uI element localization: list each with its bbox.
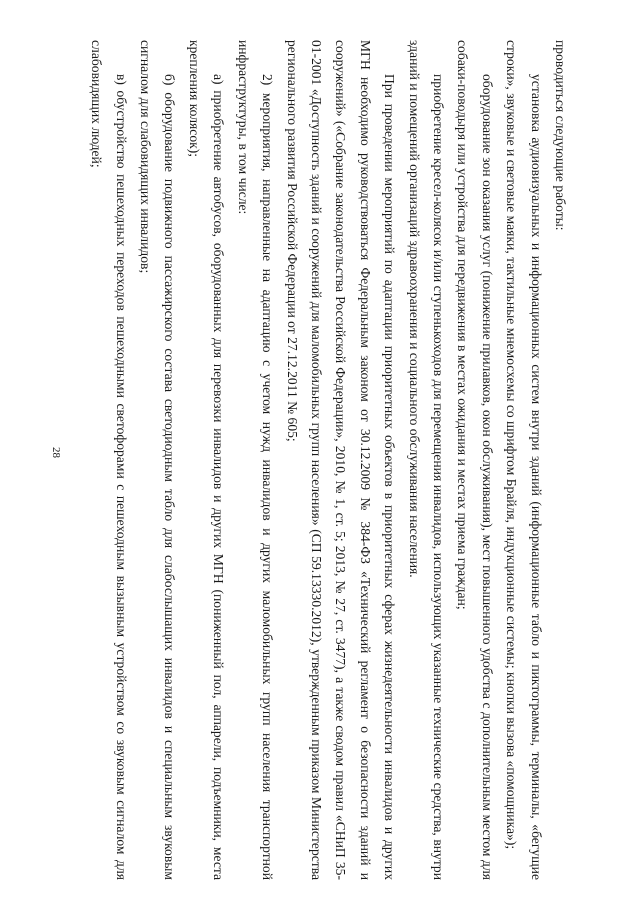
paragraph: При проведении мероприятий по адаптации приоритетных объектов в приоритетных сферах жизнедеятельности инвалидов и других МГН необходимо руководствоваться Федеральным законом от 30.12.2009 № 384-ФЗ «Технический регламент о безопасности зданий и сооружений» («Собрание законодательства Российской Федерации», 2010, № 1, ст. 5; 2013, № 27, ст. 3477), а также сводом правил «СНиП 35-01-2001 «Доступность зданий и сооружений для маломобильных групп населения» (СП 59.13330.2012), утвержденным приказом Министерства регионального развития Российской Федерации от 27.12.2011 № 605; <box>284 40 398 880</box>
paragraph: проводиться следующие работы: <box>553 40 568 231</box>
paragraph: в) обустройство пешеходных переходов пешеходными светофорами с пешеходным вызывным устройством со звуковым сигналом для слабовидящих людей; <box>89 40 129 880</box>
paragraph: 2) мероприятия, направленные на адаптацию с учетом нужд инвалидов и других маломобильных групп населения транспортной инфраструктуры, в том числе: <box>235 40 276 880</box>
document-body <box>82 40 572 880</box>
paragraph <box>82 40 84 880</box>
paragraph: а) приобретение автобусов, оборудованных для перевозки инвалидов и других МГН (пониженный пол, аппарели, подъемники, места крепления колясок); <box>186 40 227 880</box>
paragraph: б) оборудование подвижного пассажирского состава светодиодным табло для слабослышащих инвалидов и специальным звуковым сигналом для слабовидящих инвалидов; <box>138 40 178 880</box>
page-number: 28 <box>50 447 62 458</box>
paragraph: установка аудиовизуальных и информационных систем внутри зданий (информационные табло и пиктограммы, терминалы, «бегущие строки», звуковые и световые маяки, тактильные мнемосхемы со шрифтом Брайля, индукционные системы; кнопки вызова «помощника»); <box>504 40 544 880</box>
paragraph: приобретение кресел-колясок и/или ступенькоходов для перемещения инвалидов, использующих указанные технические средства, внутри зданий и помещений организаций здравоохранения и социального обслуживания населения. <box>406 40 446 880</box>
paragraph: оборудование зон оказания услуг (понижение прилавков, окон обслуживания), мест повышенного удобства с дополнительным местом для собаки-поводыря или устройства для передвижения в местах ожидания и местах приема граждан; <box>455 40 495 880</box>
